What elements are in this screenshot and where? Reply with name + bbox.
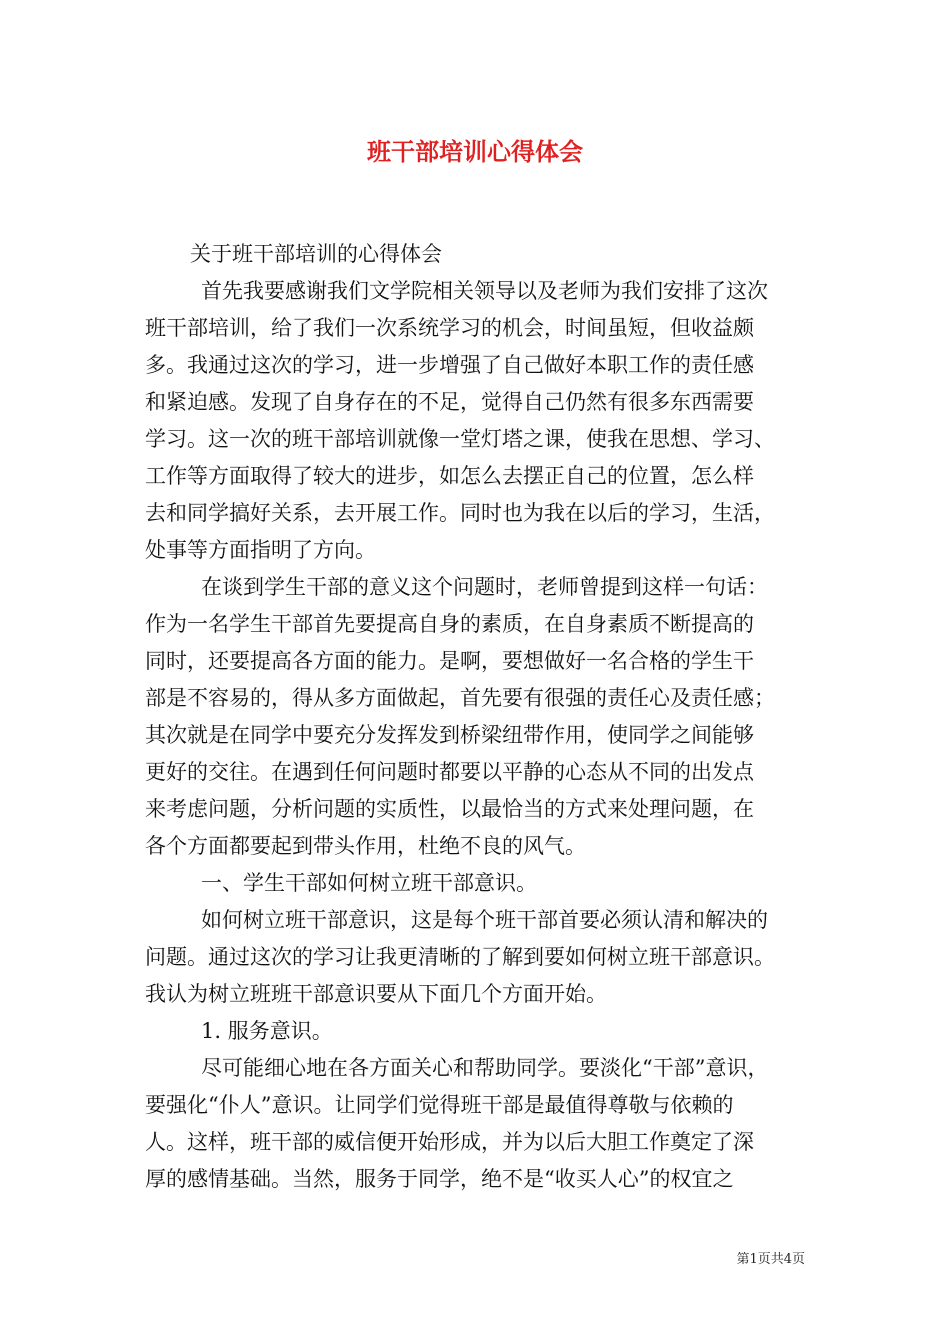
text-line: 厚的感情基础。当然，服务于同学，绝不是“收买人心”的权宜之 xyxy=(145,1167,734,1191)
text-line: 作为一名学生干部首先要提高自身的素质，在自身素质不断提高的 xyxy=(145,612,754,636)
page-number: 第1页共4页 xyxy=(736,1252,805,1267)
text-line: 尽可能细心地在各方面关心和帮助同学。要淡化“干部”意识， xyxy=(201,1056,769,1080)
text-line: 要强化“仆人”意识。让同学们觉得班干部是最值得尊敬与依赖的 xyxy=(145,1093,734,1117)
text-line: 去和同学搞好关系，去开展工作。同时也为我在以后的学习，生活， xyxy=(145,501,775,525)
text-line: 学习。这一次的班干部培训就像一堂灯塔之课，使我在思想、学习、 xyxy=(145,427,775,451)
text-line: 在谈到学生干部的意义这个问题时，老师曾提到这样一句话： xyxy=(201,575,768,599)
document-title: 班干部培训心得体会 xyxy=(367,137,583,166)
text-line: 和紧迫感。发现了自身存在的不足，觉得自己仍然有很多东西需要 xyxy=(145,390,754,414)
text-line: 处事等方面指明了方向。 xyxy=(145,538,376,562)
text-line: 我认为树立班班干部意识要从下面几个方面开始。 xyxy=(145,982,607,1006)
text-line: 更好的交往。在遇到任何问题时都要以平静的心态从不同的出发点 xyxy=(145,760,754,784)
text-line: 部是不容易的，得从多方面做起，首先要有很强的责任心及责任感； xyxy=(145,686,775,710)
text-line: 如何树立班干部意识，这是每个班干部首要必须认清和解决的 xyxy=(201,908,768,932)
text-line: 人。这样，班干部的威信便开始形成，并为以后大胆工作奠定了深 xyxy=(145,1130,754,1154)
text-line: 班干部培训，给了我们一次系统学习的机会，时间虽短，但收益颇 xyxy=(145,316,754,340)
text-line: 各个方面都要起到带头作用，杜绝不良的风气。 xyxy=(145,834,586,858)
subtitle-line: 关于班干部培训的心得体会 xyxy=(190,242,442,266)
text-line: 来考虑问题，分析问题的实质性，以最恰当的方式来处理问题，在 xyxy=(145,797,754,821)
text-line: 其次就是在同学中要充分发挥发到桥梁纽带作用，使同学之间能够 xyxy=(145,723,754,747)
section-heading: 一、学生干部如何树立班干部意识。 xyxy=(201,871,537,895)
text-line: 多。我通过这次的学习，进一步增强了自己做好本职工作的责任感 xyxy=(145,353,754,377)
text-line: 问题。通过这次的学习让我更清晰的了解到要如何树立班干部意识。 xyxy=(145,945,775,969)
text-line: 首先我要感谢我们文学院相关领导以及老师为我们安排了这次 xyxy=(201,279,768,303)
subsection-heading: 1. 服务意识。 xyxy=(201,1019,333,1043)
text-line: 同时，还要提高各方面的能力。是啊，要想做好一名合格的学生干 xyxy=(145,649,754,673)
document-body xyxy=(145,236,825,1198)
text-line: 工作等方面取得了较大的进步，如怎么去摆正自己的位置，怎么样 xyxy=(145,464,754,488)
